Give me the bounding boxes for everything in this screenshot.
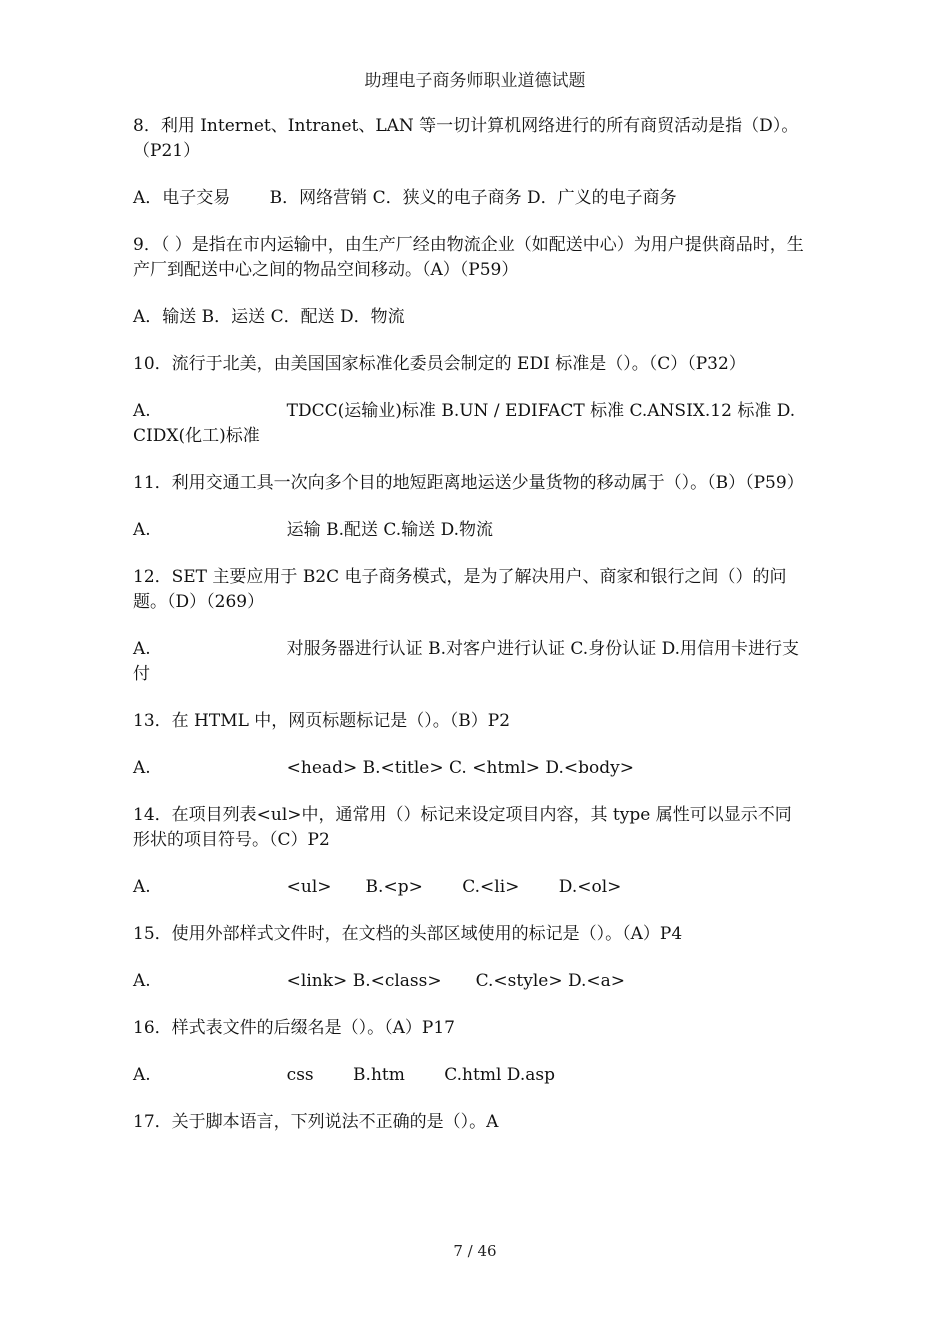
options-9: A．输送 B．运送 C．配送 D．物流 [133, 307, 405, 327]
question-11: 11．利用交通工具一次向多个目的地短距离地运送少量货物的移动属于（）。（B）（P59） [133, 473, 804, 493]
page-number: 7 / 46 [453, 1242, 497, 1260]
options-15: A. <link> B.<class> C.<style> D.<a> [133, 971, 626, 991]
options-10: A. TDCC(运输业)标准 B.UN / EDIFACT 标准 C.ANSIX.12 标准 D.CIDX(化工)标准 [133, 401, 796, 446]
question-17: 17．关于脚本语言，下列说法不正确的是（）。A [133, 1112, 499, 1132]
question-14: 14．在项目列表<ul>中，通常用（）标记来设定项目内容，其 type 属性可以显示不同形状的项目符号。（C）P2 [133, 805, 792, 850]
document-body [133, 114, 830, 1157]
question-13: 13．在 HTML 中，网页标题标记是（）。（B）P2 [133, 711, 511, 731]
options-8: A．电子交易 B．网络营销 C．狭义的电子商务 D．广义的电子商务 [133, 188, 677, 208]
options-16: A. css B.htm C.html D.asp [133, 1065, 555, 1085]
page-header-title: 助理电子商务师职业道德试题 [364, 71, 586, 91]
question-16: 16．样式表文件的后缀名是（）。（A）P17 [133, 1018, 455, 1038]
question-10: 10．流行于北美，由美国国家标准化委员会制定的 EDI 标准是（）。（C）（P32） [133, 354, 746, 374]
options-12: A. 对服务器进行认证 B.对客户进行认证 C.身份认证 D.用信用卡进行支付 [133, 639, 800, 684]
question-12: 12．SET 主要应用于 B2C 电子商务模式，是为了解决用户、商家和银行之间（）的问题。（D）（269） [133, 567, 787, 612]
options-11: A. 运输 B.配送 C.输送 D.物流 [133, 520, 494, 540]
options-14: A. <ul> B.<p> C.<li> D.<ol> [133, 877, 622, 897]
question-15: 15．使用外部样式文件时，在文档的头部区域使用的标记是（）。（A）P4 [133, 924, 683, 944]
question-9: 9．（ ）是指在市内运输中，由生产厂经由物流企业（如配送中心）为用户提供商品时，生产厂到配送中心之间的物品空间移动。（A）（P59） [133, 235, 804, 280]
options-13: A. <head> B.<title> C. <html> D.<body> [133, 758, 634, 778]
question-8: 8．利用 Internet、Intranet、LAN 等一切计算机网络进行的所有商贸活动是指（D）。 （P21） [133, 116, 830, 161]
